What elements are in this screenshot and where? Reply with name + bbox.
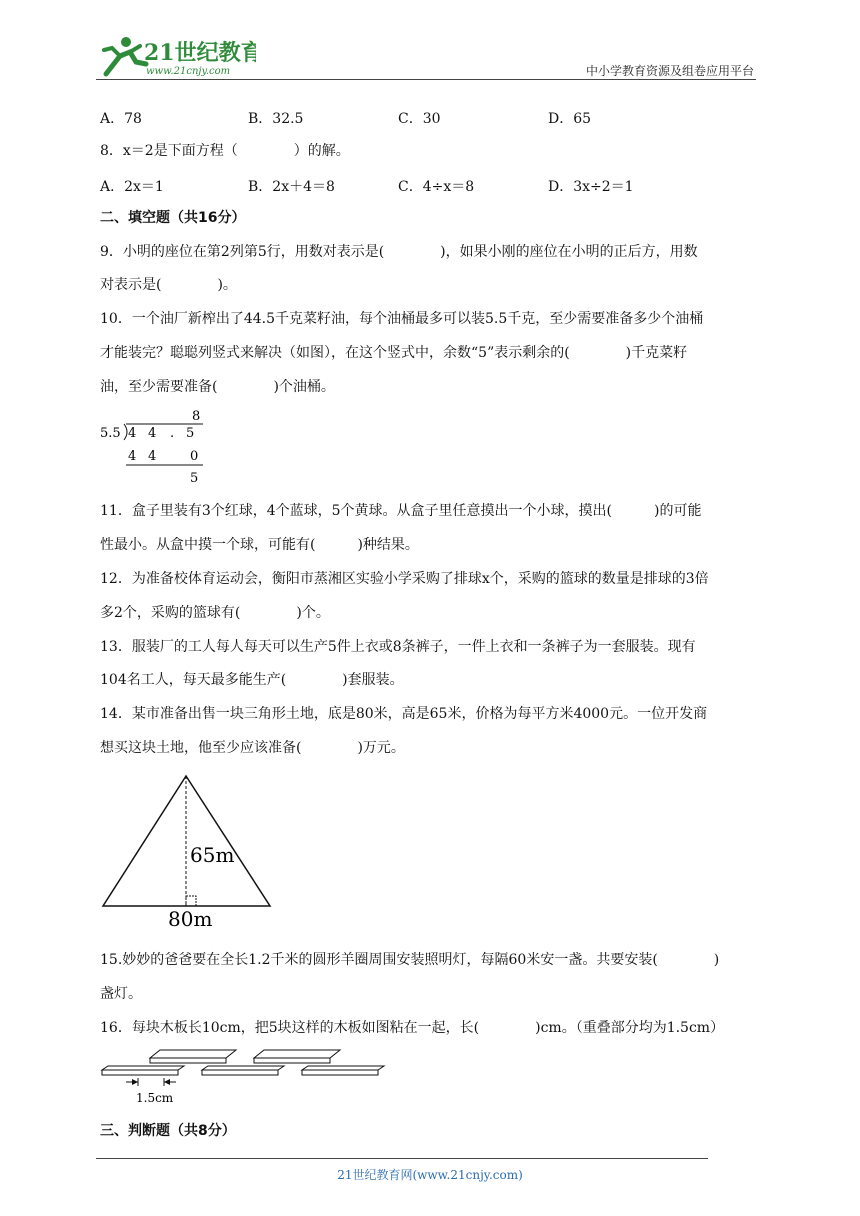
q8-option-a: A．2x＝1 (100, 179, 164, 195)
q10-line-2: 才能装完？聪聪列竖式来解决（如图），在这个竖式中，余数“5”表示剩余的( )千克菜籽 (100, 345, 688, 361)
division-dividend-digit: . (170, 426, 175, 441)
svg-text:21世纪教育: 21世纪教育 (144, 40, 256, 66)
triangle-base-label: 80m (168, 907, 213, 931)
division-product-digit: 4 (148, 449, 157, 464)
division-divisor: 5.5 (100, 426, 121, 441)
long-division-figure (98, 406, 218, 490)
q8-option-b: B．2x＋4＝8 (248, 179, 335, 195)
q11-line-2: 性最小。从盒中摸一个球，可能有( )种结果。 (100, 537, 419, 553)
runner-icon (104, 37, 146, 74)
q7-option-d: D．65 (548, 111, 592, 127)
boards-overlap-label: 1.5cm (136, 1091, 174, 1105)
division-product-digit: 0 (190, 449, 199, 464)
q10-line-1: 10．一个油厂新榨出了44.5千克菜籽油，每个油桶最多可以装5.5千克，至少需要准备多少个油桶 (100, 311, 704, 327)
section-fill-blank-heading: 二、填空题（共16分） (100, 210, 246, 226)
q9-line-2: 对表示是( )。 (100, 277, 237, 293)
footer-divider (96, 1158, 708, 1159)
q8-stem: 8．x＝2是下面方程（ ）的解。 (100, 143, 350, 159)
q8-option-c: C．4÷x＝8 (398, 179, 475, 195)
q16-line-1: 16．每块木板长10cm，把5块这样的木板如图粘在一起，长( )cm。（重叠部分均为1.5cm） (100, 1020, 725, 1036)
q13-line-2: 104名工人，每天最多能生产( )套服装。 (100, 672, 404, 688)
q9-line-1: 9．小明的座位在第2列第5行，用数对表示是( )，如果小刚的座位在小明的正后方，用数 (100, 244, 698, 260)
svg-text:www.21cnjy.com: www.21cnjy.com (146, 66, 231, 77)
triangle-height-label: 65m (190, 843, 235, 867)
q13-line-1: 13．服装厂的工人每人每天可以生产5件上衣或8条裤子，一件上衣和一条裤子为一套服装。现有 (100, 639, 696, 655)
division-dividend-digit: 4 (128, 426, 137, 441)
q14-line-2: 想买这块土地，他至少应该准备( )万元。 (100, 740, 405, 756)
division-dividend-digit: 5 (186, 426, 195, 441)
q7-option-a: A．78 (100, 111, 142, 127)
q7-option-c: C．30 (398, 111, 441, 127)
division-quotient: 8 (192, 409, 201, 424)
q8-option-d: D．3x÷2＝1 (548, 179, 634, 195)
q15-line-2: 盏灯。 (100, 986, 142, 1002)
boards-figure (98, 1046, 398, 1110)
q15-line-1: 15.妙妙的爸爸要在全长1.2千米的圆形羊圈周围安装照明灯，每隔60米安一盏。共要安装( ) (100, 952, 720, 968)
q14-line-1: 14．某市准备出售一块三角形土地，底是80米，高是65米，价格为每平方米4000元。一位开发商 (100, 706, 708, 722)
division-product-digit: 4 (128, 449, 137, 464)
footer-site-link[interactable]: 21世纪教育网(www.21cnjy.com) (337, 1168, 523, 1182)
division-remainder: 5 (190, 471, 199, 486)
triangle-figure (98, 772, 278, 936)
q11-line-1: 11．盒子里装有3个红球，4个蓝球，5个黄球。从盒子里任意摸出一个小球，摸出( )的可能 (100, 503, 702, 519)
q12-line-1: 12．为准备校体育运动会，衡阳市蒸湘区实验小学采购了排球x个，采购的篮球的数量是排球的3倍 (100, 571, 709, 587)
site-logo (96, 34, 256, 80)
q10-line-3: 油，至少需要准备( )个油桶。 (100, 379, 335, 395)
q7-option-b: B．32.5 (248, 111, 304, 127)
division-dividend-digit: 4 (148, 426, 157, 441)
section-judgement-heading: 三、判断题（共8分） (100, 1123, 236, 1139)
q12-line-2: 多2个，采购的篮球有( )个。 (100, 605, 330, 621)
header-platform-text: 中小学教育资源及组卷应用平台 (585, 64, 754, 78)
header-divider (96, 79, 756, 80)
